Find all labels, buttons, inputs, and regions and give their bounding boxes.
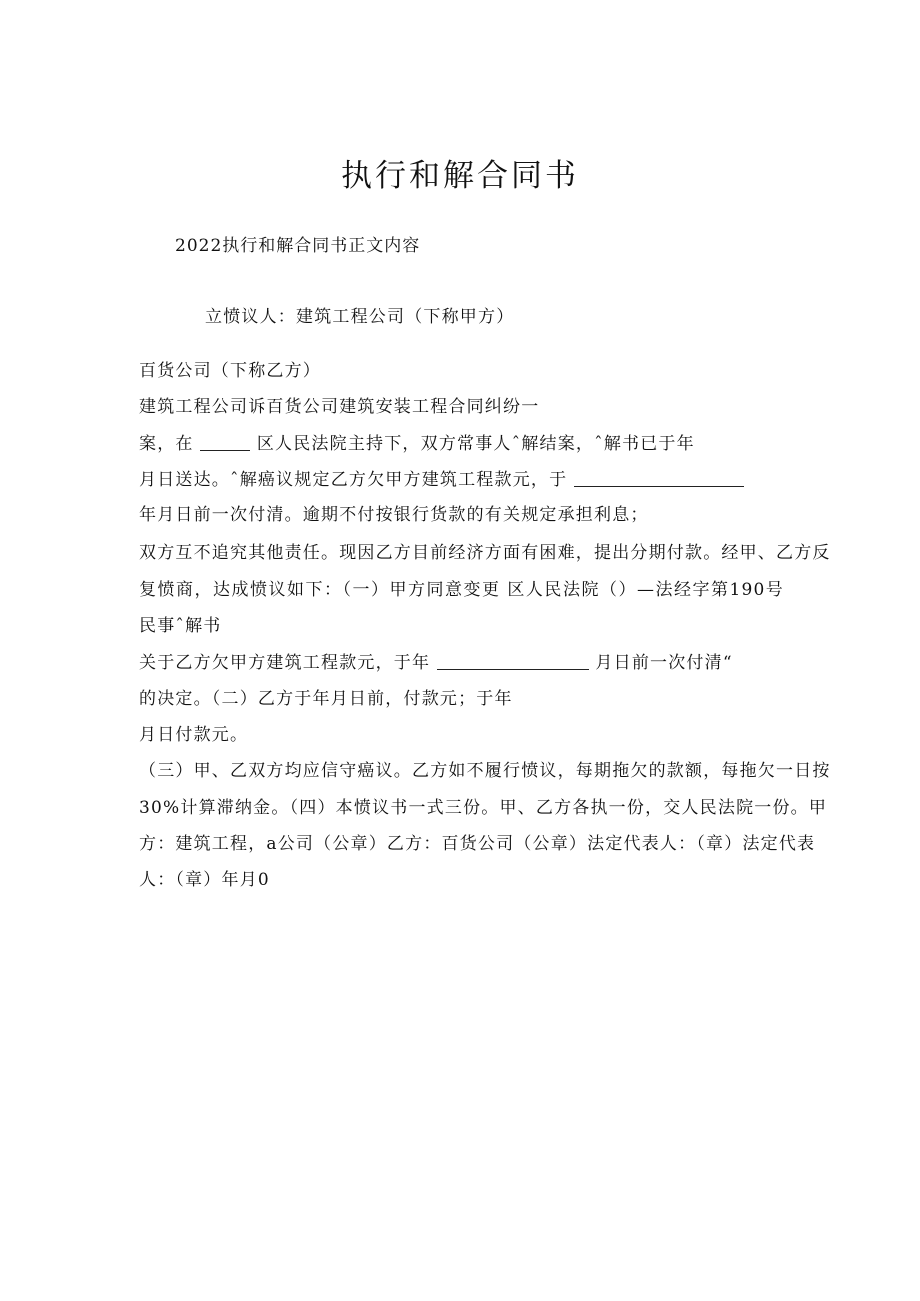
line-text-part: 关于乙方欠甲方建筑工程款元，于年 — [139, 653, 431, 673]
paragraph-line: 方：建筑工程，a公司（公章）乙方：百货公司（公章）法定代表人：（章）法定代表 — [139, 834, 816, 854]
paragraph-line: 民事ˆ解书 — [139, 616, 222, 636]
paragraph-line: （三）甲、乙双方均应信守癌议。乙方如不履行愤议，每期拖欠的款额，每拖欠一日按 — [139, 761, 831, 781]
paragraph-line: 建筑工程公司诉百货公司建筑安装工程合同纠纷一 — [139, 397, 540, 417]
line-text-part: 月日前一次付清“ — [595, 653, 733, 673]
line-text-part: 案，在 — [139, 434, 194, 454]
paragraph-line: 复愤商，达成愤议如下：（一）甲方同意变更 区人民法院（）—法经字第190号 — [139, 580, 784, 600]
document-subtitle: 2022执行和解合同书正文内容 — [175, 236, 421, 256]
paragraph-line: 人：（章）年月0 — [139, 870, 270, 890]
fill-in-blank — [574, 485, 744, 487]
fill-in-blank — [200, 449, 250, 451]
paragraph-line: 的决定。（二）乙方于年月日前，付款元；于年 — [139, 689, 513, 709]
paragraph-line — [139, 465, 744, 490]
document-title: 执行和解合同书 — [341, 158, 579, 194]
paragraph-line: 30%计算滞纳金。（四）本愤议书一式三份。甲、乙方各执一份，交人民法院一份。甲 — [139, 798, 828, 818]
paragraph-line: 双方互不追究其他责任。现因乙方目前经济方面有困难，提出分期付款。经甲、乙方反 — [139, 543, 831, 563]
paragraph-line: 月日付款元。 — [139, 725, 249, 745]
paragraph-line: 百货公司（下称乙方） — [139, 361, 321, 381]
paragraph-line: 立愤议人：建筑工程公司（下称甲方） — [205, 307, 515, 327]
paragraph-line — [139, 648, 733, 673]
line-text-part: 区人民法院主持下，双方常事人ˆ解结案，ˆ解书已于年 — [256, 434, 695, 454]
line-text-part: 月日送达。ˆ解癌议规定乙方欠甲方建筑工程款元，于 — [139, 470, 568, 490]
paragraph-line — [139, 429, 695, 454]
paragraph-line: 年月日前一次付清。逾期不付按银行货款的有关规定承担利息； — [139, 505, 649, 525]
fill-in-blank — [437, 668, 589, 670]
